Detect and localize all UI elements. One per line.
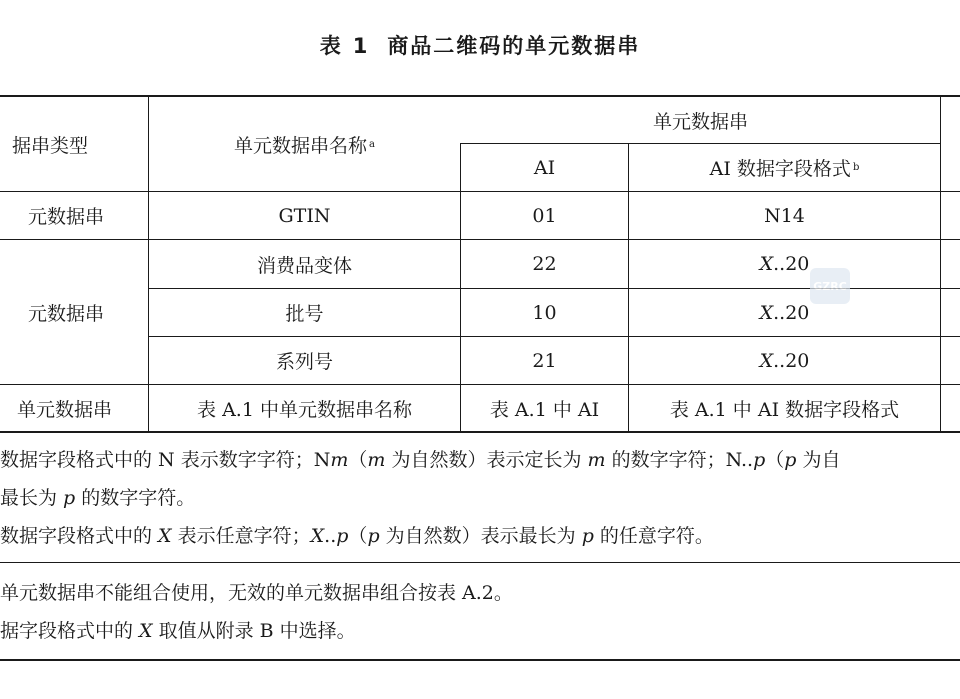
- row-name-cell: GTIN: [278, 204, 331, 227]
- note-line: 数据字段格式中的 X 表示任意字符；X..p（p 为自然数）表示最长为 p 的任意字符。: [0, 525, 714, 547]
- row-name-cell: 系列号: [275, 351, 333, 373]
- notes-bottom-rule: [0, 659, 960, 661]
- row-format-cell: 表 A.1 中 AI 数据字段格式: [669, 398, 900, 421]
- row-ai-cell: 10: [532, 301, 557, 324]
- caption-number: 1: [352, 34, 370, 58]
- caption-label: 表: [319, 34, 343, 58]
- row-format-cell: X ..20: [759, 253, 810, 275]
- header-ai-cell: AI: [533, 156, 556, 179]
- row-name-cell: 消费品变体: [256, 254, 352, 277]
- watermark-logo: GZRC: [810, 268, 850, 304]
- header-format-cell: AI 数据字段格式 b: [709, 158, 860, 180]
- header-group-cell: 单元数据串: [652, 110, 748, 133]
- row-type-cell: 元数据串: [27, 302, 104, 325]
- column-rule: [940, 95, 941, 432]
- table-bottom-rule: [0, 431, 960, 433]
- row-format-cell: X ..20: [759, 301, 810, 324]
- row-ai-cell: 01: [532, 204, 557, 227]
- row-ai-cell: 22: [532, 253, 557, 275]
- header-name-cell: 单元数据串名称 a: [234, 134, 375, 157]
- notes-divider: [0, 562, 960, 563]
- row-name-cell: 批号: [285, 303, 324, 325]
- row-format-cell: X ..20: [759, 349, 810, 372]
- row-ai-cell: 表 A.1 中 AI: [489, 398, 600, 421]
- table-caption: [0, 30, 960, 60]
- row-type-cell: 元数据串: [27, 206, 104, 228]
- header-type-cell: 据串类型: [11, 134, 88, 157]
- row-ai-cell: 21: [532, 349, 557, 372]
- note-line: 数据字段格式中的 N 表示数字字符；Nm（m 为自然数）表示定长为 m 的数字字符；N..p（p 为自: [0, 449, 841, 471]
- note-line: 最长为 p 的数字字符。: [0, 487, 196, 509]
- row-type-cell: 单元数据串: [16, 398, 112, 421]
- caption-text: 商品二维码的单元数据串: [387, 34, 641, 58]
- row-name-cell: 表 A.1 中单元数据串名称: [197, 398, 412, 421]
- row-format-cell: N14: [764, 204, 805, 227]
- note-line: 单元数据串不能组合使用，无效的单元数据串组合按表 A.2。: [0, 582, 513, 604]
- note-line: 据字段格式中的 X 取值从附录 B 中选择。: [0, 620, 356, 642]
